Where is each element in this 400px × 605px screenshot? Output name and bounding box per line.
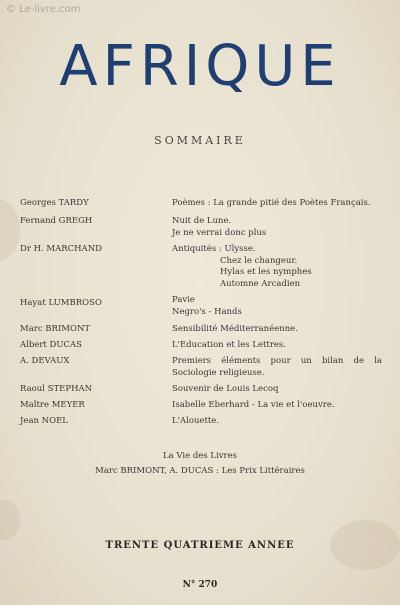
work-line: Negro's - Hands (172, 306, 242, 317)
entry-work (172, 416, 382, 428)
masthead-title: AFRIQUE (59, 34, 341, 99)
paper-stain (0, 500, 20, 540)
work-line: Automne Arcadien (220, 278, 301, 289)
prix-litteraires: Marc BRIMONT, A. DUCAS : Les Prix Littéraires (95, 466, 305, 476)
entry-work (172, 400, 382, 412)
entry-author: Fernand GREGH (20, 216, 93, 226)
entry-author: A. DEVAUX (20, 356, 70, 366)
entry-work (172, 198, 382, 210)
annee-line: TRENTE QUATRIEME ANNEE (105, 540, 295, 551)
entry-work (172, 384, 382, 396)
entry-work (172, 244, 382, 290)
work-line: Je ne verrai donc plus (172, 227, 267, 238)
work-line: Isabelle Eberhard - La vie et l'oeuvre. (172, 400, 335, 410)
work-line: L'Education et les Lettres. (172, 340, 286, 350)
entry-work (172, 340, 382, 352)
work-line: Premiers éléments pour un bilan de la Sociologie religieuse. (172, 356, 382, 378)
work-line: Poèmes : La grande pitié des Poètes Français. (172, 198, 371, 208)
issue-number: N° 270 (182, 580, 218, 590)
entry-author: Dr H. MARCHAND (20, 244, 102, 254)
work-line: L'Alouette. (172, 416, 220, 426)
work-line: Sensibilité Méditerranéenne. (172, 324, 298, 334)
watermark: © Le-livre.com (6, 4, 81, 15)
sommaire-heading: SOMMAIRE (154, 134, 246, 147)
work-line: Souvenir de Louis Lecoq (172, 384, 279, 394)
work-line: Chez le changeur. (220, 255, 298, 266)
entry-work (172, 216, 382, 239)
entry-author: Jean NOEL (20, 416, 68, 426)
work-line: Antiquités : Ulysse. (172, 244, 256, 254)
entry-author: Hayat LUMBROSO (20, 298, 102, 308)
entry-author: Raoul STEPHAN (20, 384, 93, 394)
entry-author: Marc BRIMONT (20, 324, 91, 334)
entry-work (172, 295, 382, 318)
entry-author: Georges TARDY (20, 198, 89, 208)
work-line: Pavie (172, 295, 195, 305)
entry-author: Albert DUCAS (20, 340, 82, 350)
entry-author: Maître MEYER (20, 400, 85, 410)
paper-stain (0, 200, 20, 260)
work-line: Hylas et les nymphes (220, 267, 312, 277)
work-line: Nuit de Lune. (172, 216, 232, 226)
vie-des-livres: La Vie des Livres (162, 451, 237, 461)
entry-work (172, 356, 382, 379)
entry-work (172, 324, 382, 336)
